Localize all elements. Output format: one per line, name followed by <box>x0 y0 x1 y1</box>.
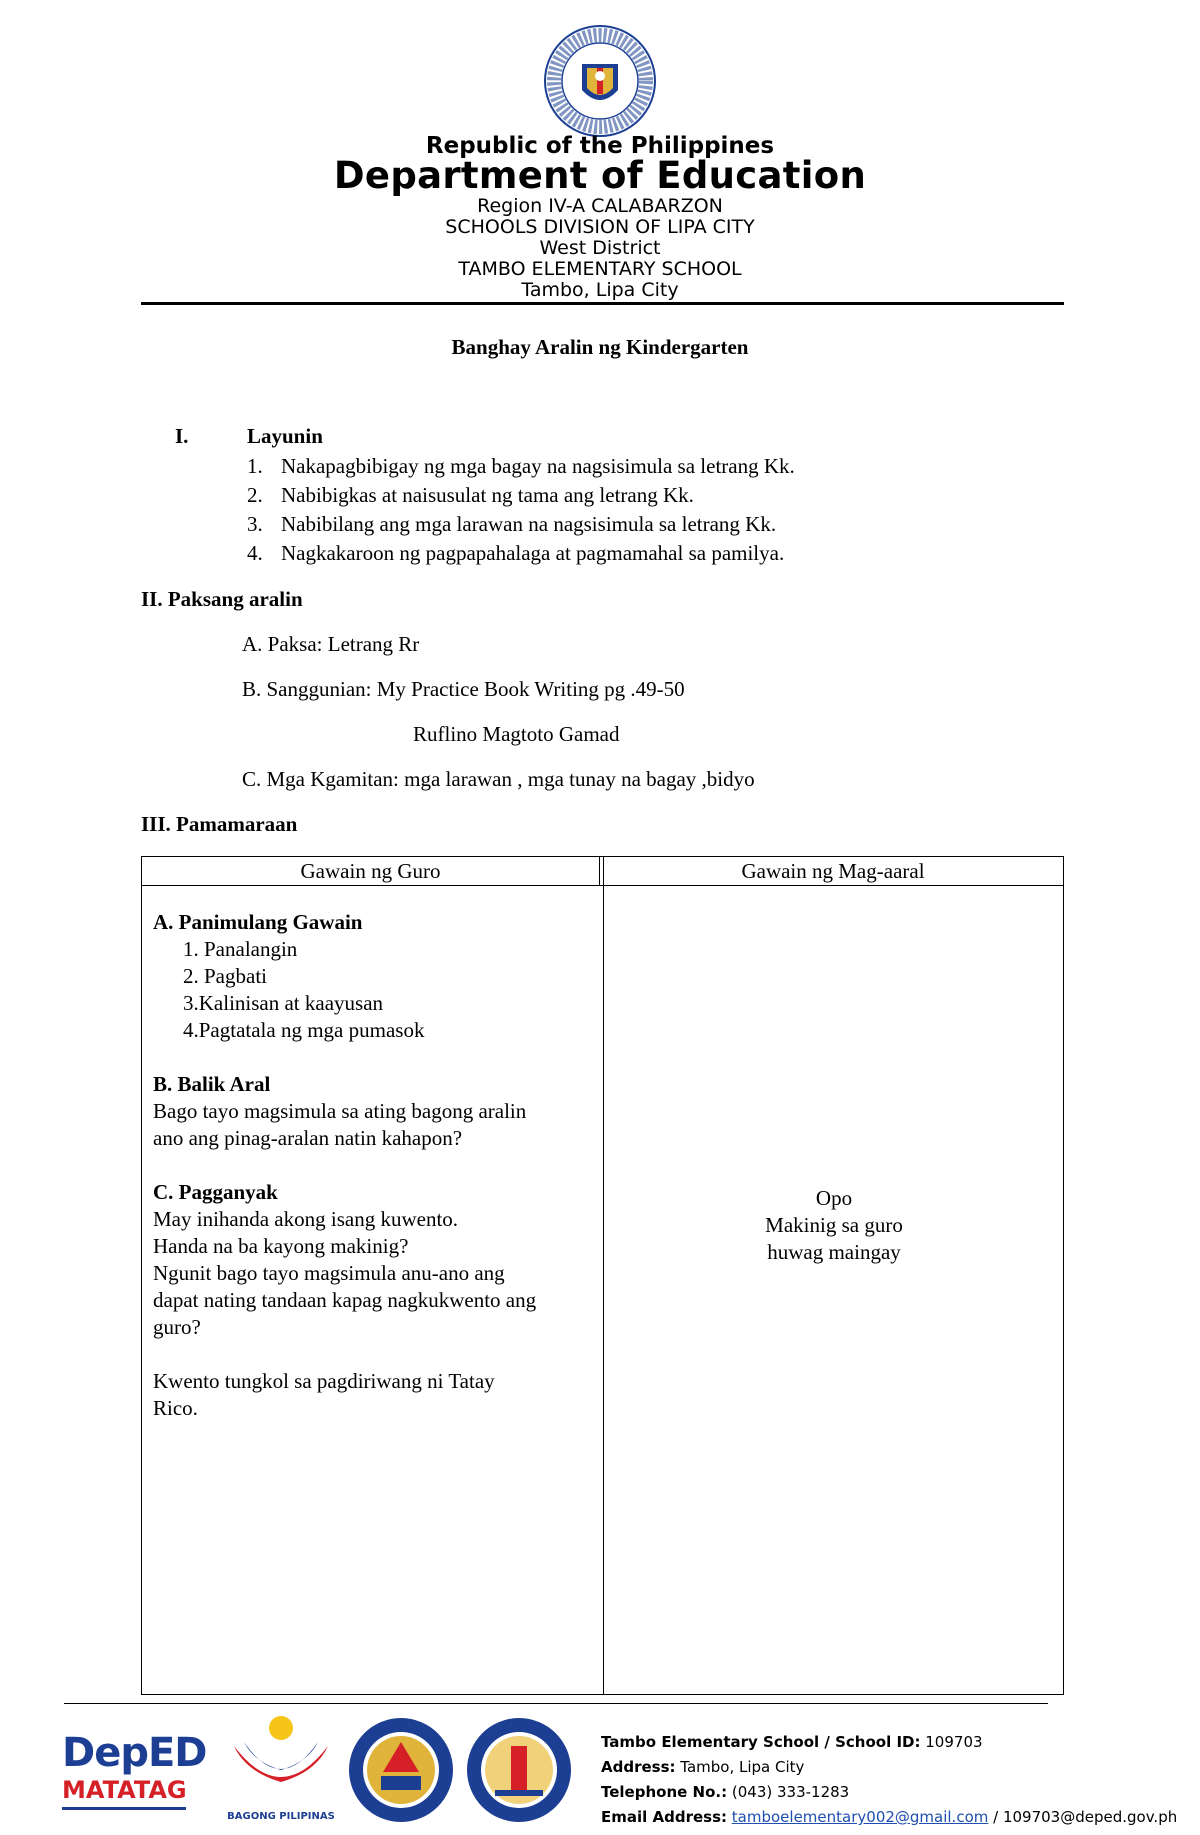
table-header-aaral: Gawain ng Mag-aaral <box>741 859 925 883</box>
kagamitan-line: C. Mga Kgamitan: mga larawan , mga tunay na bagay ,bidyo <box>242 767 755 791</box>
deped-seal-logo <box>543 24 657 138</box>
balik-aral-heading: B. Balik Aral <box>153 1072 271 1096</box>
response-line: huwag maingay <box>767 1240 901 1264</box>
footer-email-separator: / <box>988 1808 1003 1826</box>
objective-text: Nakapagbibigay ng mga bagay na nagsisimula sa letrang Kk. <box>281 454 795 478</box>
section2-heading: II. Paksang aralin <box>141 587 303 611</box>
deped-matatag-logo <box>62 1730 207 1827</box>
section3-heading: III. Pamamaraan <box>141 812 298 836</box>
response-line: Makinig sa guro <box>765 1213 903 1237</box>
header-district: West District <box>539 237 661 259</box>
objective-text: Nabibilang ang mga larawan na nagsisimula sa letrang Kk. <box>281 512 777 536</box>
guro-activities <box>153 909 593 1422</box>
footer-telephone-label: Telephone No.: <box>601 1783 728 1801</box>
bagong-pilipinas-logo <box>220 1712 342 1824</box>
objective-num: 2. <box>247 483 263 507</box>
tambo-school-seal-logo <box>465 1716 573 1824</box>
objective-num: 3. <box>247 512 263 536</box>
paksa-line: A. Paksa: Letrang Rr <box>242 632 420 656</box>
footer-school-id: 109703 <box>925 1733 983 1751</box>
division-lipa-seal-logo <box>347 1716 455 1824</box>
header-division: SCHOOLS DIVISION OF LIPA CITY <box>445 216 755 238</box>
footer-email-label: Email Address: <box>601 1808 728 1826</box>
pagganyak-line: May inihanda akong isang kuwento. <box>153 1207 459 1231</box>
section1-numeral: I. <box>175 424 189 448</box>
balik-aral-line: Bago tayo magsimula sa ating bagong aralin <box>153 1099 527 1123</box>
list-item: 3.Kalinisan at kaayusan <box>183 991 384 1015</box>
table-column-divider <box>603 857 604 1694</box>
header-region: Region IV-A CALABARZON <box>477 195 723 217</box>
author-line: Ruflino Magtoto Gamad <box>413 722 620 746</box>
objective-num: 4. <box>247 541 263 565</box>
objective-text: Nagkakaroon ng pagpapahalaga at pagmamahal sa pamilya. <box>281 541 785 565</box>
footer-school-line <box>601 1733 983 1751</box>
pagganyak-line: Handa na ba kayong makinig? <box>153 1234 409 1258</box>
footer-address: Tambo, Lipa City <box>680 1758 805 1776</box>
footer-email-deped: 109703@deped.gov.ph <box>1002 1808 1178 1826</box>
pagganyak-heading: C. Pagganyak <box>153 1180 278 1204</box>
story-line: Kwento tungkol sa pagdiriwang ni Tatay <box>153 1369 495 1393</box>
footer-telephone-line <box>601 1783 849 1801</box>
header-department: Department of Education <box>333 154 867 197</box>
footer-email-link[interactable]: tamboelementary002@gmail.com <box>731 1808 989 1826</box>
pagganyak-line: guro? <box>153 1315 201 1339</box>
footer-email-line <box>601 1808 1177 1826</box>
header-divider <box>141 302 1064 305</box>
bagong-pilipinas-text: BAGONG PILIPINAS <box>227 1811 335 1822</box>
pagganyak-line: dapat nating tandaan kapag nagkukwento ang <box>153 1288 537 1312</box>
panimulang-gawain-heading: A. Panimulang Gawain <box>153 910 363 934</box>
objective-num: 1. <box>247 454 263 478</box>
pamamaraan-table <box>141 856 1064 1695</box>
footer-divider <box>64 1703 1048 1704</box>
footer-address-line <box>601 1758 804 1776</box>
header-school: TAMBO ELEMENTARY SCHOOL <box>458 258 742 280</box>
objective-text: Nabibigkas at naisusulat ng tama ang letrang Kk. <box>281 483 694 507</box>
sanggunian-line: B. Sanggunian: My Practice Book Writing pg .49-50 <box>242 677 685 701</box>
table-header-underline <box>142 885 1063 886</box>
deped-logo-text: DepED <box>62 1730 207 1776</box>
document-title: Banghay Aralin ng Kindergarten <box>451 335 749 359</box>
header-republic: Republic of the Philippines <box>425 133 775 159</box>
list-item: 4.Pagtatala ng mga pumasok <box>183 1018 425 1042</box>
response-line: Opo <box>815 1186 853 1210</box>
balik-aral-line: ano ang pinag-aralan natin kahapon? <box>153 1126 463 1150</box>
footer-school-label: Tambo Elementary School / School ID: <box>601 1733 921 1751</box>
pagganyak-line: Ngunit bago tayo magsimula anu-ano ang <box>153 1261 505 1285</box>
header-town: Tambo, Lipa City <box>521 279 679 301</box>
footer-address-label: Address: <box>601 1758 676 1776</box>
aaral-responses <box>604 1185 1064 1266</box>
story-line: Rico. <box>153 1396 198 1420</box>
footer-telephone: (043) 333-1283 <box>731 1783 850 1801</box>
table-header-divider <box>599 857 600 885</box>
list-item: 1. Panalangin <box>183 937 298 961</box>
list-item: 2. Pagbati <box>183 964 267 988</box>
bagong-pilipinas-emblem-icon <box>220 1712 342 1802</box>
section1-heading: Layunin <box>247 424 323 448</box>
table-header-guro: Gawain ng Guro <box>300 859 441 883</box>
matatag-logo-text: MATATAG <box>62 1776 187 1804</box>
